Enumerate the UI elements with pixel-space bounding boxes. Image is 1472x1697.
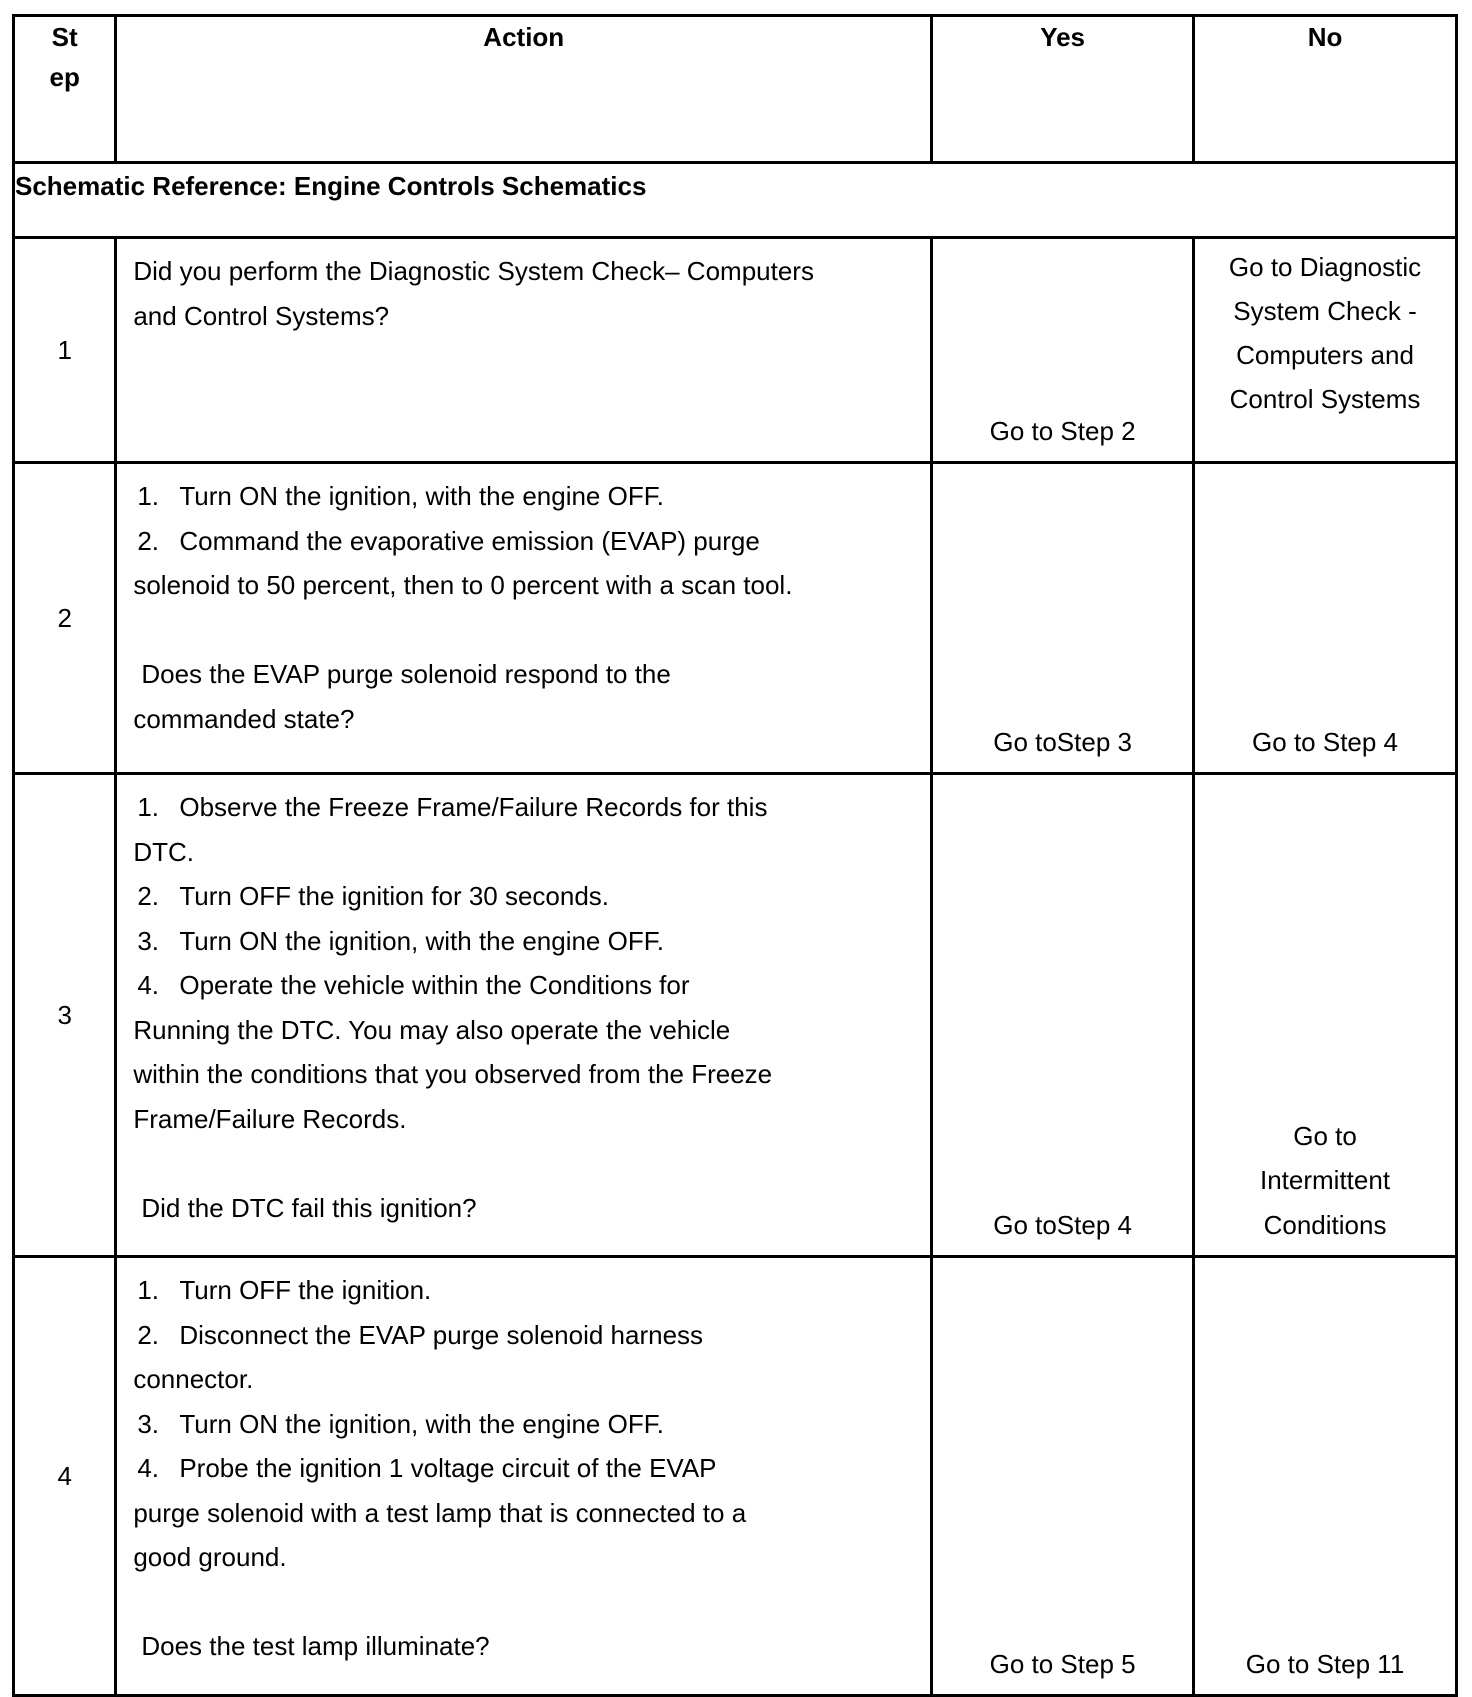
- action-text: connector.: [133, 1364, 254, 1394]
- no-link[interactable]: Go to Step 4: [1252, 726, 1399, 757]
- step-header-line2: ep: [49, 62, 80, 92]
- action-text: within the conditions that you observed from the Freeze: [133, 1059, 773, 1089]
- action-text: Frame/Failure Records.: [133, 1103, 407, 1134]
- action-question: Did the DTC fail this ignition?: [141, 1192, 477, 1223]
- action-item: 4. Probe the ignition 1 voltage circuit of the EVAP: [137, 1453, 717, 1483]
- schematic-reference-row: [14, 163, 1457, 238]
- step-column-header: [14, 16, 116, 163]
- action-cell: [116, 774, 932, 1257]
- table-row: [14, 238, 1457, 463]
- action-text: DTC.: [133, 836, 195, 867]
- action-text: purge solenoid with a test lamp that is connected to a: [133, 1497, 747, 1528]
- no-cell: [1194, 1257, 1457, 1696]
- step-number: 1: [14, 238, 116, 463]
- yes-link[interactable]: Go to Step 5: [989, 1648, 1136, 1679]
- action-item: 1. Turn ON the ignition, with the engine OFF.: [137, 481, 664, 511]
- yes-cell: [932, 238, 1194, 463]
- no-link[interactable]: Go to Step 11: [1245, 1648, 1405, 1679]
- action-item: 2. Disconnect the EVAP purge solenoid harness: [137, 1319, 704, 1350]
- table-header-row: [14, 16, 1457, 163]
- action-column-header: Action: [116, 16, 932, 163]
- action-cell: [116, 238, 932, 463]
- action-question: commanded state?: [133, 703, 355, 734]
- action-item: 3. Turn ON the ignition, with the engine OFF.: [137, 925, 664, 956]
- yes-cell: [932, 463, 1194, 774]
- table-row: [14, 1257, 1457, 1696]
- diagnostic-table: [12, 14, 1458, 1697]
- table-row: [14, 774, 1457, 1257]
- action-text: good ground.: [133, 1542, 287, 1572]
- action-item: 2. Turn OFF the ignition for 30 seconds.: [137, 881, 610, 911]
- action-item: 3. Turn ON the ignition, with the engine OFF.: [137, 1408, 664, 1439]
- step-header-line1: St: [51, 22, 78, 52]
- yes-column-header: Yes: [932, 16, 1194, 163]
- no-link[interactable]: Go to Intermittent Conditions: [1260, 1120, 1391, 1240]
- action-text: and Control Systems?: [133, 300, 390, 331]
- no-cell: [1194, 238, 1457, 463]
- action-question: Does the test lamp illuminate?: [141, 1631, 490, 1661]
- no-link[interactable]: Go to Diagnostic System Check - Computers and Control Systems: [1228, 252, 1422, 414]
- action-item: 1. Observe the Freeze Frame/Failure Records for this: [137, 792, 768, 822]
- schematic-reference: Schematic Reference: Engine Controls Schematics: [14, 163, 1457, 238]
- action-text: Did you perform the Diagnostic System Check– Computers: [133, 256, 814, 286]
- action-cell: [116, 1257, 932, 1696]
- action-question: Does the EVAP purge solenoid respond to the: [141, 659, 671, 689]
- table-row: [14, 463, 1457, 774]
- action-cell: [116, 463, 932, 774]
- diagnostic-table-container: [12, 14, 1458, 1697]
- action-text: Running the DTC. You may also operate the vehicle: [133, 1014, 731, 1045]
- action-text: solenoid to 50 percent, then to 0 percent with a scan tool.: [133, 570, 793, 600]
- action-item: 2. Command the evaporative emission (EVAP) purge: [137, 525, 760, 556]
- yes-link[interactable]: Go toStep 3: [993, 726, 1132, 757]
- step-number: 4: [14, 1257, 116, 1696]
- action-item: 4. Operate the vehicle within the Conditions for: [137, 970, 690, 1000]
- no-cell: [1194, 463, 1457, 774]
- action-item: 1. Turn OFF the ignition.: [137, 1275, 432, 1305]
- no-column-header: No: [1194, 16, 1457, 163]
- no-cell: [1194, 774, 1457, 1257]
- yes-link[interactable]: Go toStep 4: [993, 1209, 1132, 1240]
- yes-cell: [932, 1257, 1194, 1696]
- yes-link[interactable]: Go to Step 2: [989, 415, 1136, 446]
- step-number: 2: [14, 463, 116, 774]
- step-number: 3: [14, 774, 116, 1257]
- yes-cell: [932, 774, 1194, 1257]
